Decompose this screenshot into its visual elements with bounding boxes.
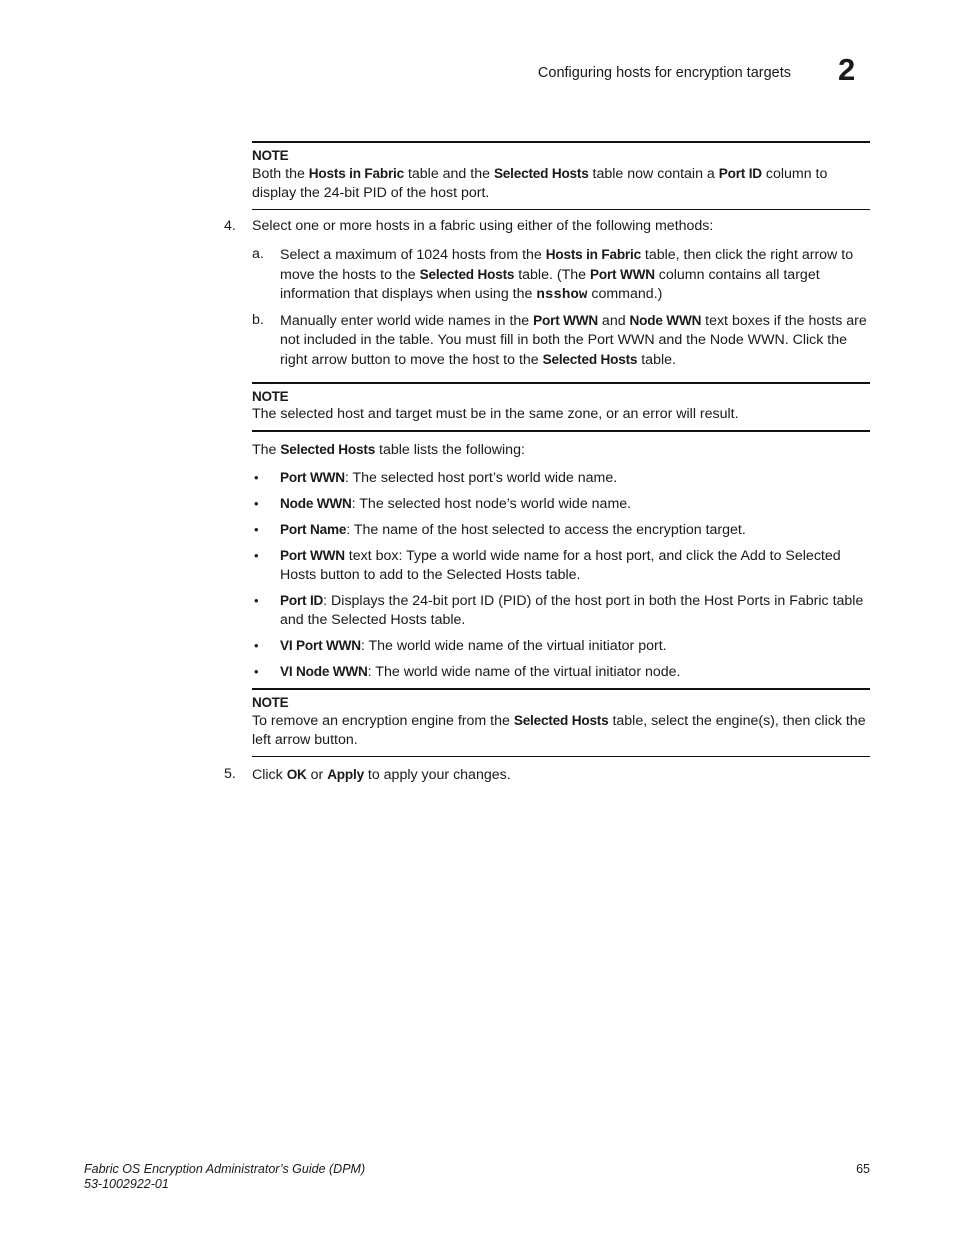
list-item: • Port ID: Displays the 24-bit port ID (PID) of the host port in both the Host Ports in Fabric table and the Selected Hosts table. [254, 593, 864, 628]
substep-b [252, 311, 870, 370]
command-nsshow: nsshow [536, 287, 588, 303]
step-text: Click OK or Apply to apply your changes. [252, 767, 511, 783]
step-5 [224, 765, 870, 785]
footer-doc-title: Fabric OS Encryption Administrator’s Guide (DPM) [84, 1162, 366, 1176]
substep-text: Select a maximum of 1024 hosts from the Hosts in Fabric table, then click the right arrow to move the hosts to the Selected Hosts table. (The Port WWN column contains all target information that displays when using the nsshow command.) [280, 247, 854, 303]
selected-hosts-columns-list [252, 468, 870, 688]
step-4 [224, 217, 870, 236]
note-text: The selected host and target must be in the same zone, or an error will result. [252, 406, 739, 422]
note-box-remove-engine [252, 688, 870, 757]
list-item: • Node WWN: The selected host node’s world wide name. [254, 496, 632, 512]
substep-letter: b. [252, 312, 264, 328]
list-item: • Port WWN text box: Type a world wide name for a host port, and click the Add to Selected Hosts button to add to the Selected Hosts table. [254, 548, 841, 583]
list-item: • Port WWN: The selected host port’s world wide name. [254, 470, 618, 486]
selected-hosts-intro: The Selected Hosts table lists the following: [252, 442, 525, 458]
substep-letter: a. [252, 246, 264, 262]
header-title: Configuring hosts for encryption targets [537, 65, 791, 81]
chapter-number: 2 [838, 52, 856, 87]
footer-left [84, 1162, 365, 1192]
note-text: Both the Hosts in Fabric table and the Selected Hosts table now contain a Port ID column to display the 24-bit PID of the host port. [252, 166, 828, 201]
step-number: 5. [224, 766, 236, 782]
note-box-pid [252, 141, 870, 210]
list-item: • Port Name: The name of the host selected to access the encryption target. [254, 522, 746, 538]
note-label: NOTE [252, 695, 289, 710]
note-text: To remove an encryption engine from the Selected Hosts table, select the engine(s), then click the left arrow button. [252, 713, 866, 748]
note-box-zone [252, 382, 870, 432]
note-label: NOTE [252, 148, 289, 163]
step-text: Select one or more hosts in a fabric using either of the following methods: [252, 218, 714, 234]
substep-text: Manually enter world wide names in the Port WWN and Node WWN text boxes if the hosts are not included in the table. You must fill in both the Port WWN and the Node WWN. Click the right arrow button to move the host to the Selected Hosts table. [280, 313, 867, 368]
list-item: • VI Port WWN: The world wide name of the virtual initiator port. [254, 638, 667, 654]
step-number: 4. [224, 218, 236, 234]
footer-page-number: 65 [856, 1162, 870, 1176]
note-label: NOTE [252, 389, 289, 404]
substep-a [252, 245, 870, 305]
list-item: • VI Node WWN: The world wide name of the virtual initiator node. [254, 664, 681, 680]
footer-doc-id: 53-1002922-01 [84, 1177, 169, 1191]
